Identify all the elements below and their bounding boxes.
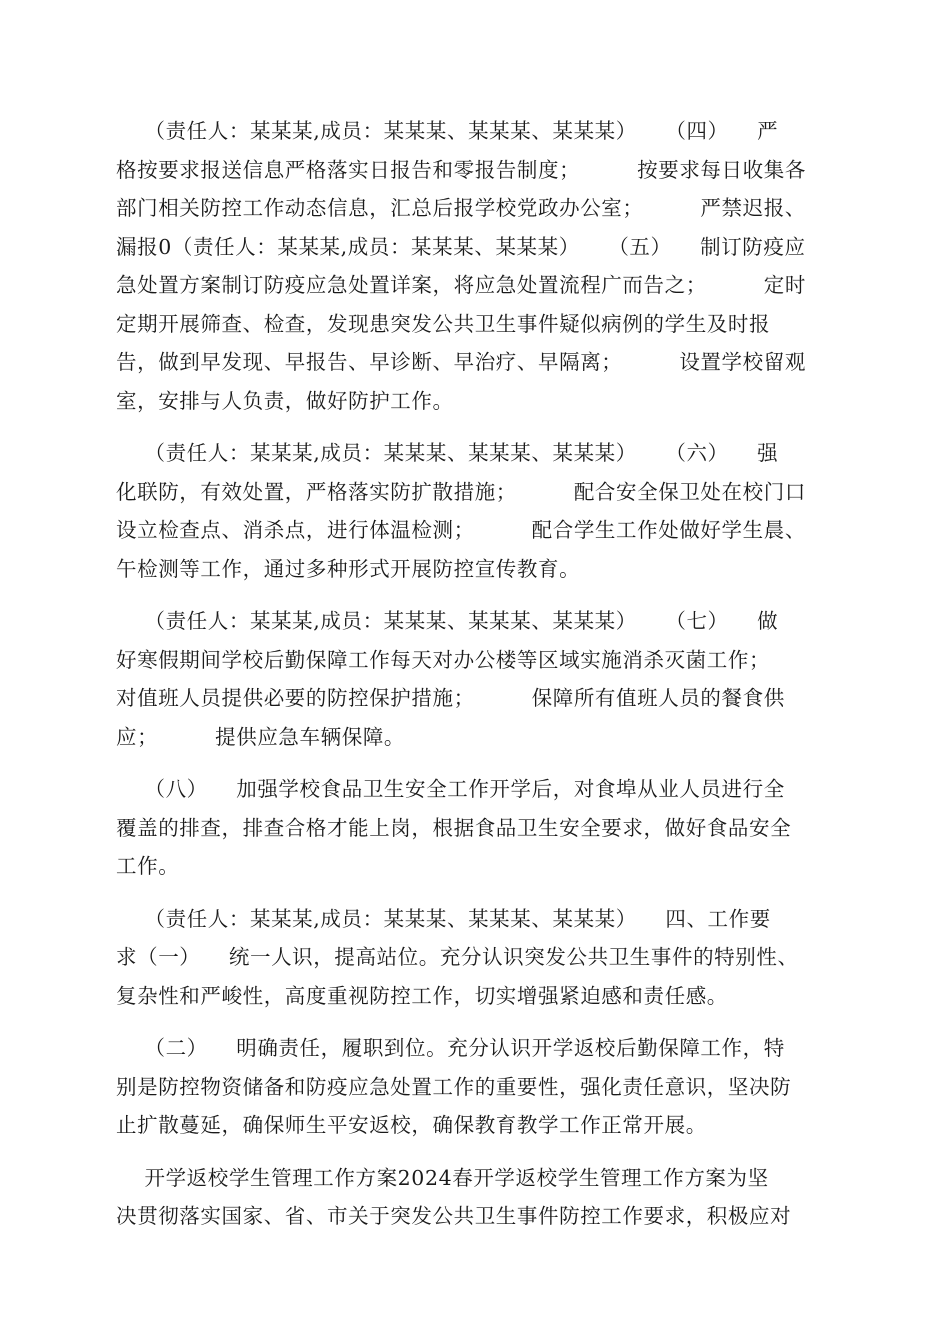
- text-line: 复杂性和严峻性，高度重视防控工作，切实增强紧迫感和责任感。: [116, 983, 728, 1008]
- paragraph-work-requirements: [116, 900, 834, 1016]
- text-line: （八） 加强学校食品卫生安全工作开学后，对食埠从业人员进行全: [116, 777, 785, 801]
- paragraph-student-management-plan: [116, 1159, 834, 1236]
- paragraph-section-8: [116, 770, 834, 886]
- paragraph-section-6: [116, 434, 834, 588]
- text-line: 告，做到早发现、早报告、早诊断、早治疗、早隔离； 设置学校留观: [116, 350, 806, 374]
- text-line: （责任人：某某某,成员：某某某、某某某、某某某） （六） 强: [116, 441, 779, 465]
- text-line: 急处置方案制订防疫应急处置详案，将应急处置流程广而告之； 定时: [116, 273, 806, 297]
- text-line: （责任人：某某某,成员：某某某、某某某、某某某） （七） 做: [116, 609, 779, 633]
- text-line: 好寒假期间学校后勤保障工作每天对办公楼等区域实施消杀灭菌工作；: [116, 647, 771, 672]
- text-line: 应； 提供应急车辆保障。: [116, 724, 406, 749]
- paragraph-section-7: [116, 602, 834, 756]
- text-line: 求（一） 统一人识，提高站位。充分认识突发公共卫生事件的特别性、: [116, 945, 799, 969]
- text-line: 漏报0（责任人：某某某,成员：某某某、某某某） （五） 制订防疫应: [116, 234, 806, 259]
- text-line: 格按要求报送信息严格落实日报告和零报告制度； 按要求每日收集各: [116, 157, 806, 182]
- text-line: 化联防，有效处置，严格落实防扩散措施； 配合安全保卫处在校门口: [116, 479, 806, 504]
- text-line: （二） 明确责任，履职到位。充分认识开学返校后勤保障工作，特: [116, 1036, 785, 1060]
- text-line: （责任人：某某某,成员：某某某、某某某、某某某） （四） 严: [116, 119, 779, 143]
- document-body: [116, 112, 834, 1236]
- text-line: 开学返校学生管理工作方案2024春开学返校学生管理工作方案为坚: [116, 1165, 769, 1190]
- text-line: 覆盖的排查，排查合格才能上岗，根据食品卫生安全要求，做好食品安全: [116, 815, 792, 840]
- text-line: 止扩散蔓延，确保师生平安返校，确保教育教学工作正常开展。: [116, 1113, 707, 1137]
- text-line: 部门相关防控工作动态信息，汇总后报学校党政办公室； 严禁迟报、: [116, 196, 806, 220]
- text-line: 工作。: [116, 854, 180, 878]
- text-line: （责任人：某某某,成员：某某某、某某某、某某某） 四、工作要: [116, 906, 771, 931]
- text-line: 设立检查点、消杀点，进行体温检测； 配合学生工作处做好学生晨、: [116, 518, 806, 542]
- text-line: 定期开展筛查、检查，发现患突发公共卫生事件疑似病例的学生及时报: [116, 311, 771, 336]
- text-line: 对值班人员提供必要的防控保护措施； 保障所有值班人员的餐食供: [116, 686, 785, 710]
- paragraph-clear-responsibility: [116, 1029, 834, 1145]
- text-line: 午检测等工作，通过多种形式开展防控宣传教育。: [116, 556, 581, 581]
- paragraph-section-4-5: [116, 112, 834, 420]
- text-line: 别是防控物资储备和防疫应急处置工作的重要性，强化责任意识，坚决防: [116, 1074, 792, 1099]
- text-line: 室，安排与人负责，做好防护工作。: [116, 388, 454, 413]
- text-line: 决贯彻落实国家、省、市关于突发公共卫生事件防控工作要求，积极应对: [116, 1204, 792, 1228]
